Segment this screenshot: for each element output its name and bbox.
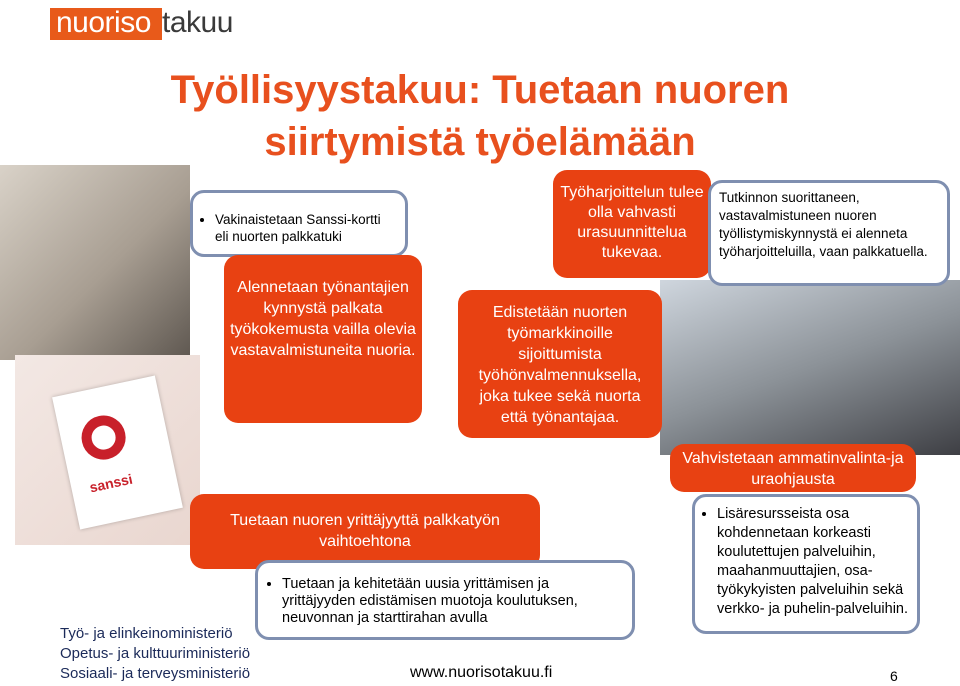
box-additional-resources <box>692 494 920 634</box>
box-text: • Lisäresursseista osa kohdennetaan korkeasti koulutettujen palveluihin, maahanmuuttajien, osa-työkykyisten palveluihin sekä verkko- ja puhelin-palveluihin. <box>717 505 909 619</box>
ministry-1: Työ- ja elinkeinoministeriö <box>60 625 233 642</box>
sanssi-logo-icon <box>77 411 129 463</box>
box-internship: Työharjoittelun tulee olla vahvasti urasuunnittelua tukevaa. <box>553 170 711 278</box>
logo-part1: nuoriso <box>56 6 151 39</box>
photo-woman-folding-clothes <box>0 165 190 360</box>
nuorisotakuu-logo <box>50 8 240 42</box>
box-sanssi-card <box>190 190 408 257</box>
box-lower-threshold: Alennetaan työnantajien kynnystä palkata työkokemusta vailla olevia vastavalmistuneita nuoria. <box>224 255 422 423</box>
ministry-3: Sosiaali- ja terveysministeriö <box>60 665 251 682</box>
page-title: Työllisyystakuu: Tuetaan nuoren siirtymistä työelämään <box>170 68 790 164</box>
logo-part2: takuu <box>162 6 233 39</box>
ministries-list <box>60 624 250 684</box>
photo-students-group <box>660 280 960 455</box>
box-entrepreneurship: Tuetaan nuoren yrittäjyyttä palkkatyön vaihtoehtona <box>190 494 540 569</box>
box-entrepreneurship-support <box>255 560 635 640</box>
box-career-guidance: Vahvistetaan ammatinvalinta-ja uraohjausta <box>670 444 916 492</box>
website-url[interactable]: www.nuorisotakuu.fi <box>410 664 553 681</box>
box-text: • Vakinaistetaan Sanssi-kortti eli nuorten palkkatuki <box>215 211 397 245</box>
box-text: • Tuetaan ja kehitetään uusia yrittämisen ja yrittäjyyden edistämisen muotoja koulutuksen, neuvonnan ja starttirahan avulla <box>282 576 622 627</box>
card-label: sanssi <box>88 470 134 496</box>
box-job-coaching: Edistetään nuorten työmarkkinoille sijoittumista työhönvalmennuksella, joka tukee sekä nuorta että työnantajaa. <box>458 290 662 438</box>
ministry-2: Opetus- ja kulttuuriministeriö <box>60 645 251 662</box>
page-number: 6 <box>890 668 898 684</box>
box-graduate-wage-subsidy: Tutkinnon suorittaneen, vastavalmistuneen nuoren työllistymiskynnystä ei alenneta työharjoitteluilla, vaan palkkatuella. <box>708 180 950 286</box>
